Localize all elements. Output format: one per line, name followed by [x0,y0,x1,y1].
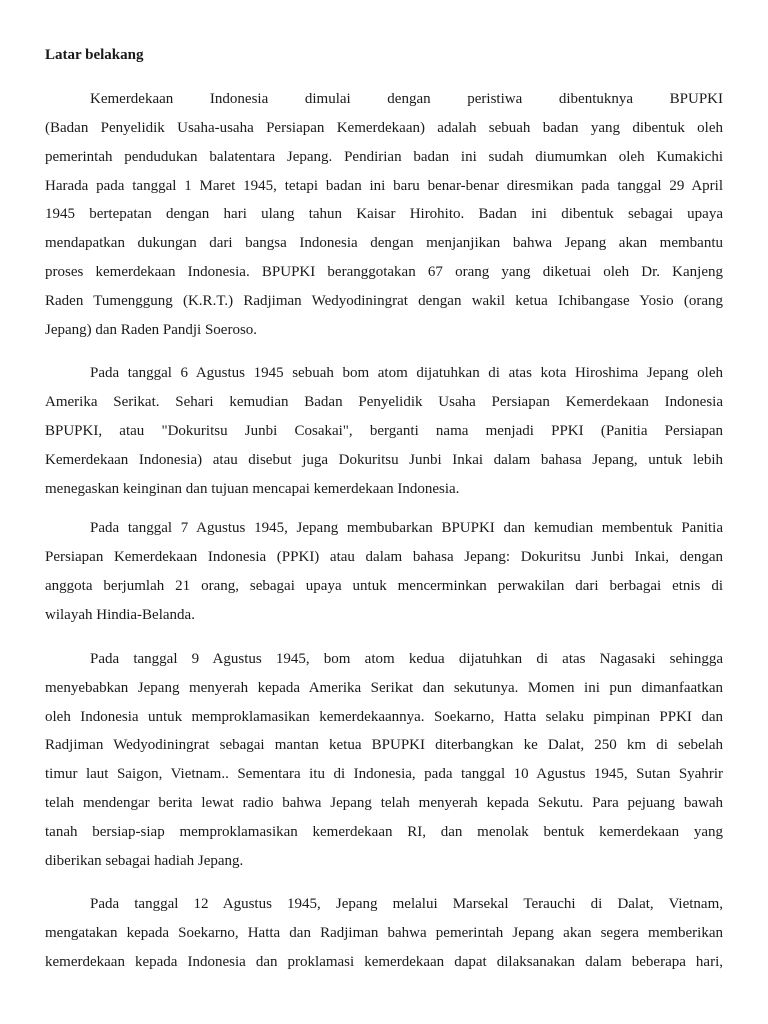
text-line: mendapatkan dukungan dari bangsa Indonesia dengan menjanjikan bahwa Jepang akan membantu [45,235,723,251]
text-line: Harada pada tanggal 1 Maret 1945, tetapi badan ini baru benar-benar diresmikan pada tanggal 29 April [45,178,723,194]
text-line: (Badan Penyelidik Usaha-usaha Persiapan Kemerdekaan) adalah sebuah badan yang dibentuk oleh [45,120,723,136]
text-line: Persiapan Kemerdekaan Indonesia (PPKI) atau dalam bahasa Jepang: Dokuritsu Junbi Inkai, dengan [45,549,723,565]
text-line: BPUPKI, atau "Dokuritsu Junbi Cosakai", berganti nama menjadi PPKI (Panitia Persiapan [45,423,723,439]
text-line: telah mendengar berita lewat radio bahwa Jepang telah menyerah kepada Sekutu. Para pejuang bawah [45,795,723,811]
text-line: Amerika Serikat. Sehari kemudian Badan Penyelidik Usaha Persiapan Kemerdekaan Indonesia [45,394,723,410]
text-line: anggota berjumlah 21 orang, sebagai upaya untuk mencerminkan perwakilan dari berbagai etnis di [45,578,723,594]
text-line: Raden Tumenggung (K.R.T.) Radjiman Wedyodiningrat dengan wakil ketua Ichibangase Yosio (orang [45,293,723,309]
text-line: diberikan sebagai hadiah Jepang. [45,853,244,869]
section-heading: Latar belakang [45,47,144,63]
text-line: kemerdekaan kepada Indonesia dan proklamasi kemerdekaan dapat dilaksanakan dalam beberapa hari, [45,954,723,970]
text-line: timur laut Saigon, Vietnam.. Sementara itu di Indonesia, pada tanggal 10 Agustus 1945, Sutan Syahrir [45,766,723,782]
text-line: mengatakan kepada Soekarno, Hatta dan Radjiman bahwa pemerintah Jepang akan segera memberikan [45,925,723,941]
text-line: proses kemerdekaan Indonesia. BPUPKI beranggotakan 67 orang yang diketuai oleh Dr. Kanjeng [45,264,723,280]
text-line: menyebabkan Jepang menyerah kepada Amerika Serikat dan sekutunya. Momen ini pun dimanfaatkan [45,680,723,696]
text-line: Radjiman Wedyodiningrat sebagai mantan ketua BPUPKI diterbangkan ke Dalat, 250 km di sebelah [45,737,723,753]
text-line: oleh Indonesia untuk memproklamasikan kemerdekaannya. Soekarno, Hatta selaku pimpinan PPKI dan [45,709,723,725]
text-line: Jepang) dan Raden Pandji Soeroso. [45,322,258,338]
text-line: Kemerdekaan Indonesia dimulai dengan peristiwa dibentuknya BPUPKI [90,91,723,107]
text-line: Kemerdekaan Indonesia) atau disebut juga Dokuritsu Junbi Inkai dalam bahasa Jepang, untuk lebih [45,452,723,468]
text-line: wilayah Hindia-Belanda. [45,607,195,623]
text-line: Pada tanggal 7 Agustus 1945, Jepang membubarkan BPUPKI dan kemudian membentuk Panitia [90,520,723,536]
text-line: Pada tanggal 12 Agustus 1945, Jepang melalui Marsekal Terauchi di Dalat, Vietnam, [90,896,723,912]
text-line: pemerintah pendudukan balatentara Jepang. Pendirian badan ini sudah diumumkan oleh Kumakichi [45,149,723,165]
text-line: Pada tanggal 9 Agustus 1945, bom atom kedua dijatuhkan di atas Nagasaki sehingga [90,651,723,667]
text-line: menegaskan keinginan dan tujuan mencapai kemerdekaan Indonesia. [45,481,460,497]
text-line: Pada tanggal 6 Agustus 1945 sebuah bom atom dijatuhkan di atas kota Hiroshima Jepang oleh [90,365,723,381]
text-line: 1945 bertepatan dengan hari ulang tahun Kaisar Hirohito. Badan ini dibentuk sebagai upaya [45,206,723,222]
text-line: tanah bersiap-siap memproklamasikan kemerdekaan RI, dan menolak bentuk kemerdekaan yang [45,824,723,840]
